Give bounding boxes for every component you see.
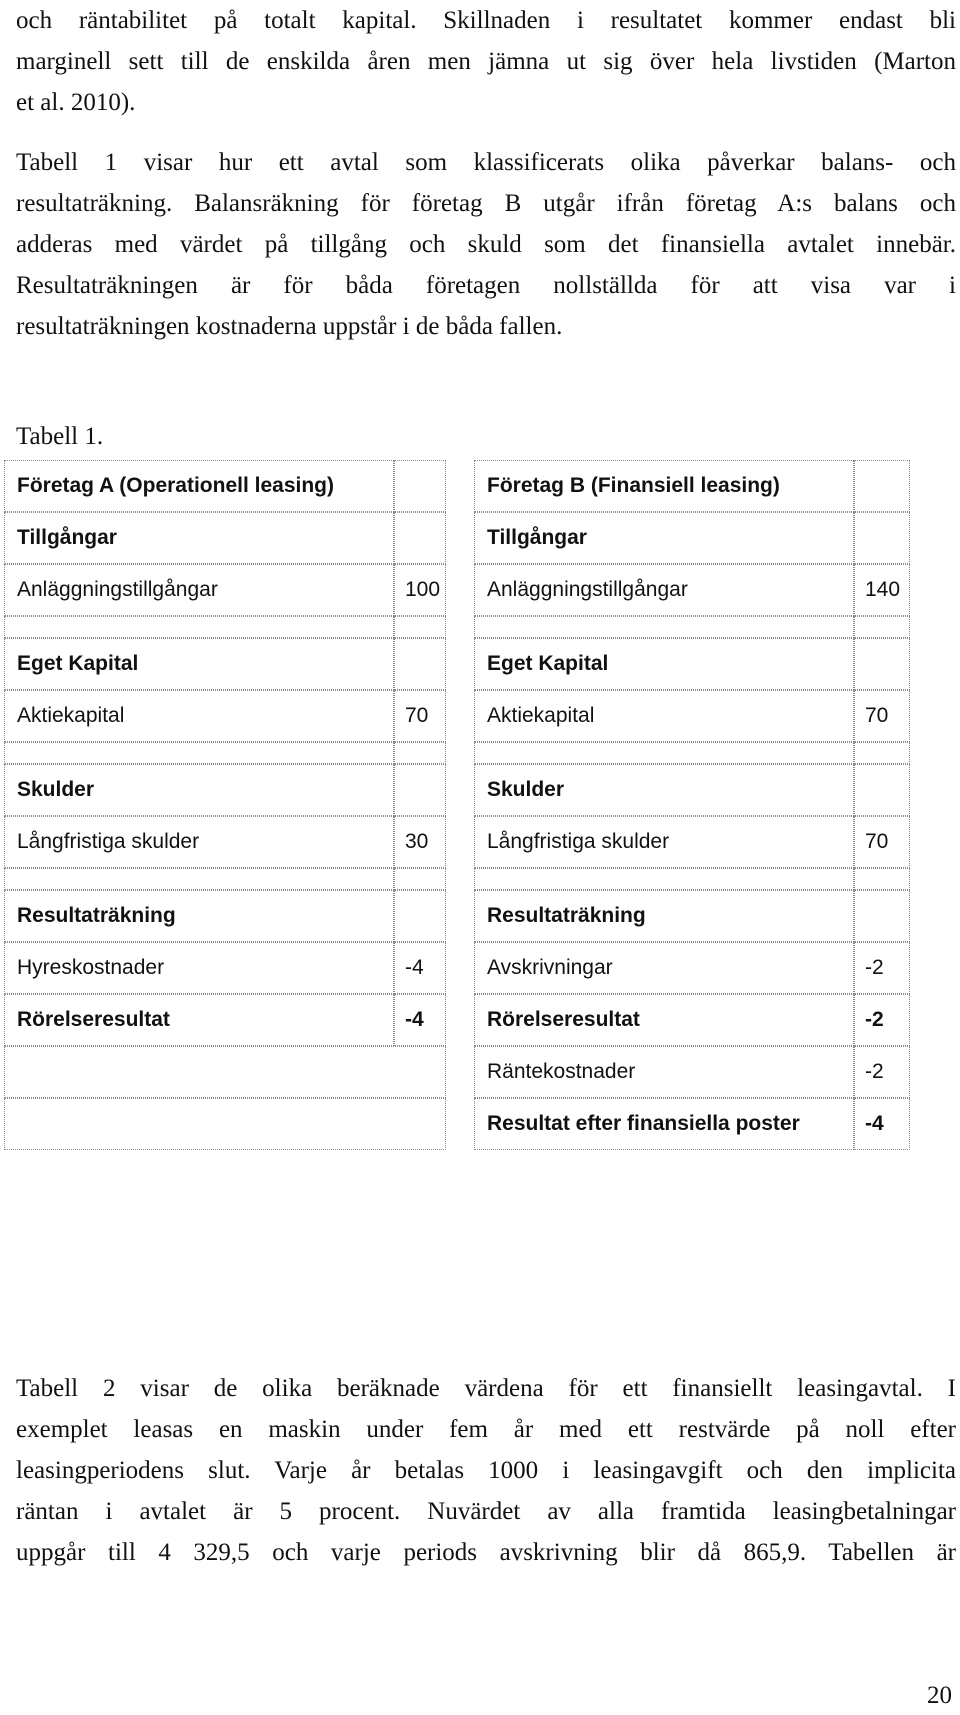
paragraph-line: Resultaträkningen är för båda företagen nollställda för att visa var i [16, 272, 956, 299]
table-cell: Eget Kapital [4, 638, 394, 690]
paragraph-line: exemplet leasas en maskin under fem år med ett restvärde på noll efter [16, 1416, 956, 1443]
table-cell: -2 [854, 994, 910, 1046]
table-cell [4, 868, 394, 890]
table-cell [394, 890, 446, 942]
paragraph-line: marginell sett till de enskilda åren men jämna ut sig över hela livstiden (Marton [16, 48, 956, 75]
table-cell: Resultaträkning [4, 890, 394, 942]
table-cell [4, 742, 394, 764]
table-cell: -4 [854, 1098, 910, 1150]
table-cell: 100 [394, 564, 446, 616]
table-cell [854, 512, 910, 564]
paragraph-line: resultaträkningen kostnaderna uppstår i de båda fallen. [16, 313, 563, 340]
table-cell [4, 1046, 446, 1098]
page-number: 20 [927, 1682, 952, 1709]
paragraph-line: Tabell 2 visar de olika beräknade värdena för ett finansiellt leasingavtal. I [16, 1375, 956, 1402]
table-cell: Resultaträkning [474, 890, 854, 942]
balance-income-table [4, 460, 910, 1152]
table-row [4, 942, 910, 994]
table-cell: 70 [854, 690, 910, 742]
table-cell: Tillgångar [4, 512, 394, 564]
table-cell [854, 638, 910, 690]
table-cell: Hyreskostnader [4, 942, 394, 994]
table-cell: Långfristiga skulder [4, 816, 394, 868]
table-cell [854, 460, 910, 512]
paragraph-line: leasingperiodens slut. Varje år betalas 1000 i leasingavgift och den implicita [16, 1457, 956, 1484]
table-cell [394, 764, 446, 816]
table-cell: Tillgångar [474, 512, 854, 564]
table-cell [394, 868, 446, 890]
table-spacer-row [4, 616, 910, 638]
table-cell: Skulder [474, 764, 854, 816]
table-cell: -2 [854, 1046, 910, 1098]
table-cell: Rörelseresultat [4, 994, 394, 1046]
table-cell: 70 [854, 816, 910, 868]
table-cell [394, 460, 446, 512]
table-row [4, 638, 910, 690]
table-cell: Skulder [4, 764, 394, 816]
table-row [4, 816, 910, 868]
paragraph-line: räntan i avtalet är 5 procent. Nuvärdet av alla framtida leasingbetalningar [16, 1498, 956, 1525]
table-cell: Eget Kapital [474, 638, 854, 690]
table-cell [394, 742, 446, 764]
table-cell: Avskrivningar [474, 942, 854, 994]
paragraph-leasing-example [16, 1368, 956, 1573]
paragraph-line: uppgår till 4 329,5 och varje periods avskrivning blir då 865,9. Tabellen är [16, 1539, 956, 1566]
table-row [4, 1046, 910, 1098]
table-cell [854, 868, 910, 890]
table-cell [854, 764, 910, 816]
table-cell: Långfristiga skulder [474, 816, 854, 868]
table-cell [4, 1098, 446, 1150]
paragraph-line: Tabell 1 visar hur ett avtal som klassificerats olika påverkar balans- och [16, 149, 956, 176]
table-cell: 140 [854, 564, 910, 616]
table-row [4, 890, 910, 942]
table-row [4, 1098, 910, 1150]
table-cell [394, 512, 446, 564]
table-cell [474, 868, 854, 890]
table-cell: -4 [394, 942, 446, 994]
table-row [4, 564, 910, 616]
table-cell: Rörelseresultat [474, 994, 854, 1046]
paragraph-line: resultaträkning. Balansräkning för företag B utgår ifrån företag A:s balans och [16, 190, 956, 217]
company-a-header: Företag A (Operationell leasing) [4, 460, 394, 512]
table-header-row [4, 460, 910, 512]
table-cell: Aktiekapital [474, 690, 854, 742]
table-row [4, 690, 910, 742]
paragraph-line: adderas med värdet på tillgång och skuld som det finansiella avtalet innebär. [16, 231, 956, 258]
company-b-header: Företag B (Finansiell leasing) [474, 460, 854, 512]
table-cell [474, 742, 854, 764]
paragraph-intro [16, 0, 956, 123]
table-cell: Aktiekapital [4, 690, 394, 742]
table-cell [854, 890, 910, 942]
table-cell: -2 [854, 942, 910, 994]
table-cell: 70 [394, 690, 446, 742]
table-cell [854, 616, 910, 638]
table-cell: -4 [394, 994, 446, 1046]
table-row [4, 764, 910, 816]
paragraph-line: et al. 2010). [16, 89, 136, 116]
paragraph-table-description [16, 142, 956, 347]
table-cell [394, 616, 446, 638]
table-spacer-row [4, 868, 910, 890]
paragraph-line: och räntabilitet på totalt kapital. Skillnaden i resultatet kommer endast bli [16, 7, 956, 34]
table-row [4, 994, 910, 1046]
table-cell: Anläggningstillgångar [4, 564, 394, 616]
table-cell [4, 616, 394, 638]
table-row [4, 512, 910, 564]
table-cell [854, 742, 910, 764]
table-spacer-row [4, 742, 910, 764]
table-caption: Tabell 1. [16, 423, 104, 450]
table-cell [394, 638, 446, 690]
table-cell: Resultat efter finansiella poster [474, 1098, 854, 1150]
table-cell: Anläggningstillgångar [474, 564, 854, 616]
table-cell: Räntekostnader [474, 1046, 854, 1098]
table-cell: 30 [394, 816, 446, 868]
table-cell [474, 616, 854, 638]
